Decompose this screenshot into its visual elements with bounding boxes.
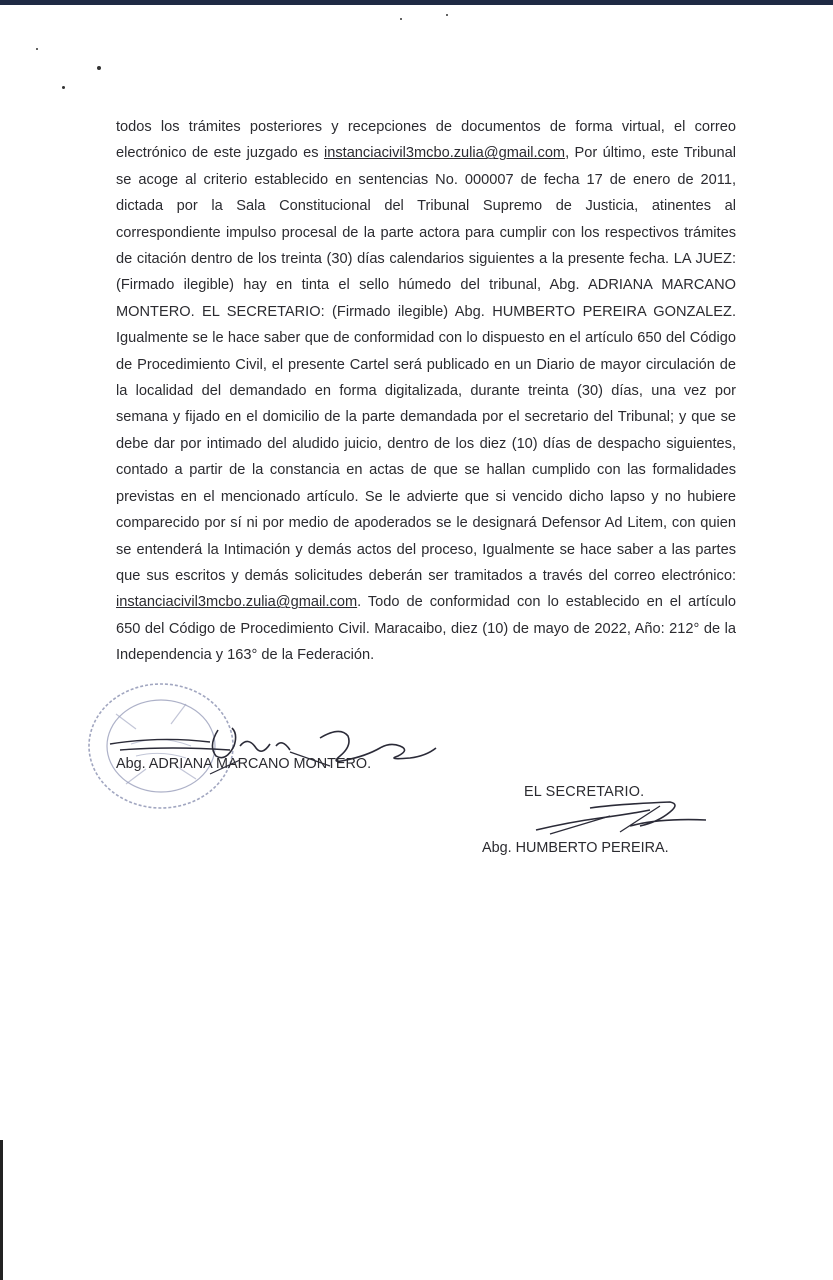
scan-top-edge bbox=[0, 0, 833, 5]
scan-speck bbox=[400, 18, 402, 20]
document-body bbox=[116, 114, 736, 669]
secretary-title: EL SECRETARIO. bbox=[524, 784, 645, 800]
scan-speck bbox=[62, 86, 65, 89]
secretary-signature bbox=[530, 796, 720, 840]
scan-speck bbox=[36, 48, 38, 50]
paragraph-middle: , Por último, este Tribunal se acoge al criterio establecido en sentencias No. 000007 de fecha 17 de enero de 2011, dictada por la Sala Constitucional del Tribunal Supremo de Justicia, atinentes al correspondiente impulso procesal de la parte actora para cumplir con los respectivos trámites de citación dentro de los treinta (30) días calendarios siguientes a la presente fecha. LA JUEZ: (Firmado ilegible) hay en tinta el sello húmedo del tribunal, Abg. ADRIANA MARCANO MONTERO. EL SECRETARIO: (Firmado ilegible) Abg. HUMBERTO PEREIRA GONZALEZ. Igualmente se le hace saber que de conformidad con lo dispuesto en el artículo 650 del Código de Procedimiento Civil, el presente Cartel será publicado en un Diario de mayor circulación de la localidad del demandado en forma digitalizada, durante treinta (30) días, una vez por semana y fijado en el domicilio de la parte demandada por el secretario del Tribunal; y que se debe dar por intimado del aludido juicio, dentro de los diez (10) días de despacho siguientes, contado a partir de la constancia en actas de que se hallan cumplido con las formalidades previstas en el mencionado artículo. Se le advierte que si vencido dicho lapso y no hubiere comparecido por sí ni por medio de apoderados se le designará Defensor Ad Litem, con quien se entenderá la Intimación y demás actos del proceso, Igualmente se hace saber a las partes que sus escritos y demás solicitudes deberán ser tramitados a través del correo electrónico: bbox=[116, 145, 736, 584]
secretary-name: Abg. HUMBERTO PEREIRA. bbox=[482, 840, 669, 856]
scan-speck bbox=[97, 66, 101, 70]
email-link-1[interactable]: instanciacivil3mcbo.zulia@gmail.com bbox=[323, 145, 566, 162]
scan-speck bbox=[446, 14, 448, 16]
email-link-2[interactable]: instanciacivil3mcbo.zulia@gmail.com bbox=[116, 594, 358, 611]
paragraph-start: todos los trámites posteriores y recepciones de documentos de forma virtual, el correo electrónico de este juzgado es bbox=[116, 119, 736, 162]
judge-name: Abg. ADRIANA MARCANO MONTERO. bbox=[116, 756, 372, 772]
paragraph-end: . Todo de conformidad con lo establecido en el artículo 650 del Código de Procedimiento Civil. Maracaibo, diez (10) de mayo de 2022, Año: 212° de la Independencia y 163° de la Federación. bbox=[116, 594, 736, 664]
scan-left-edge bbox=[0, 1140, 3, 1280]
